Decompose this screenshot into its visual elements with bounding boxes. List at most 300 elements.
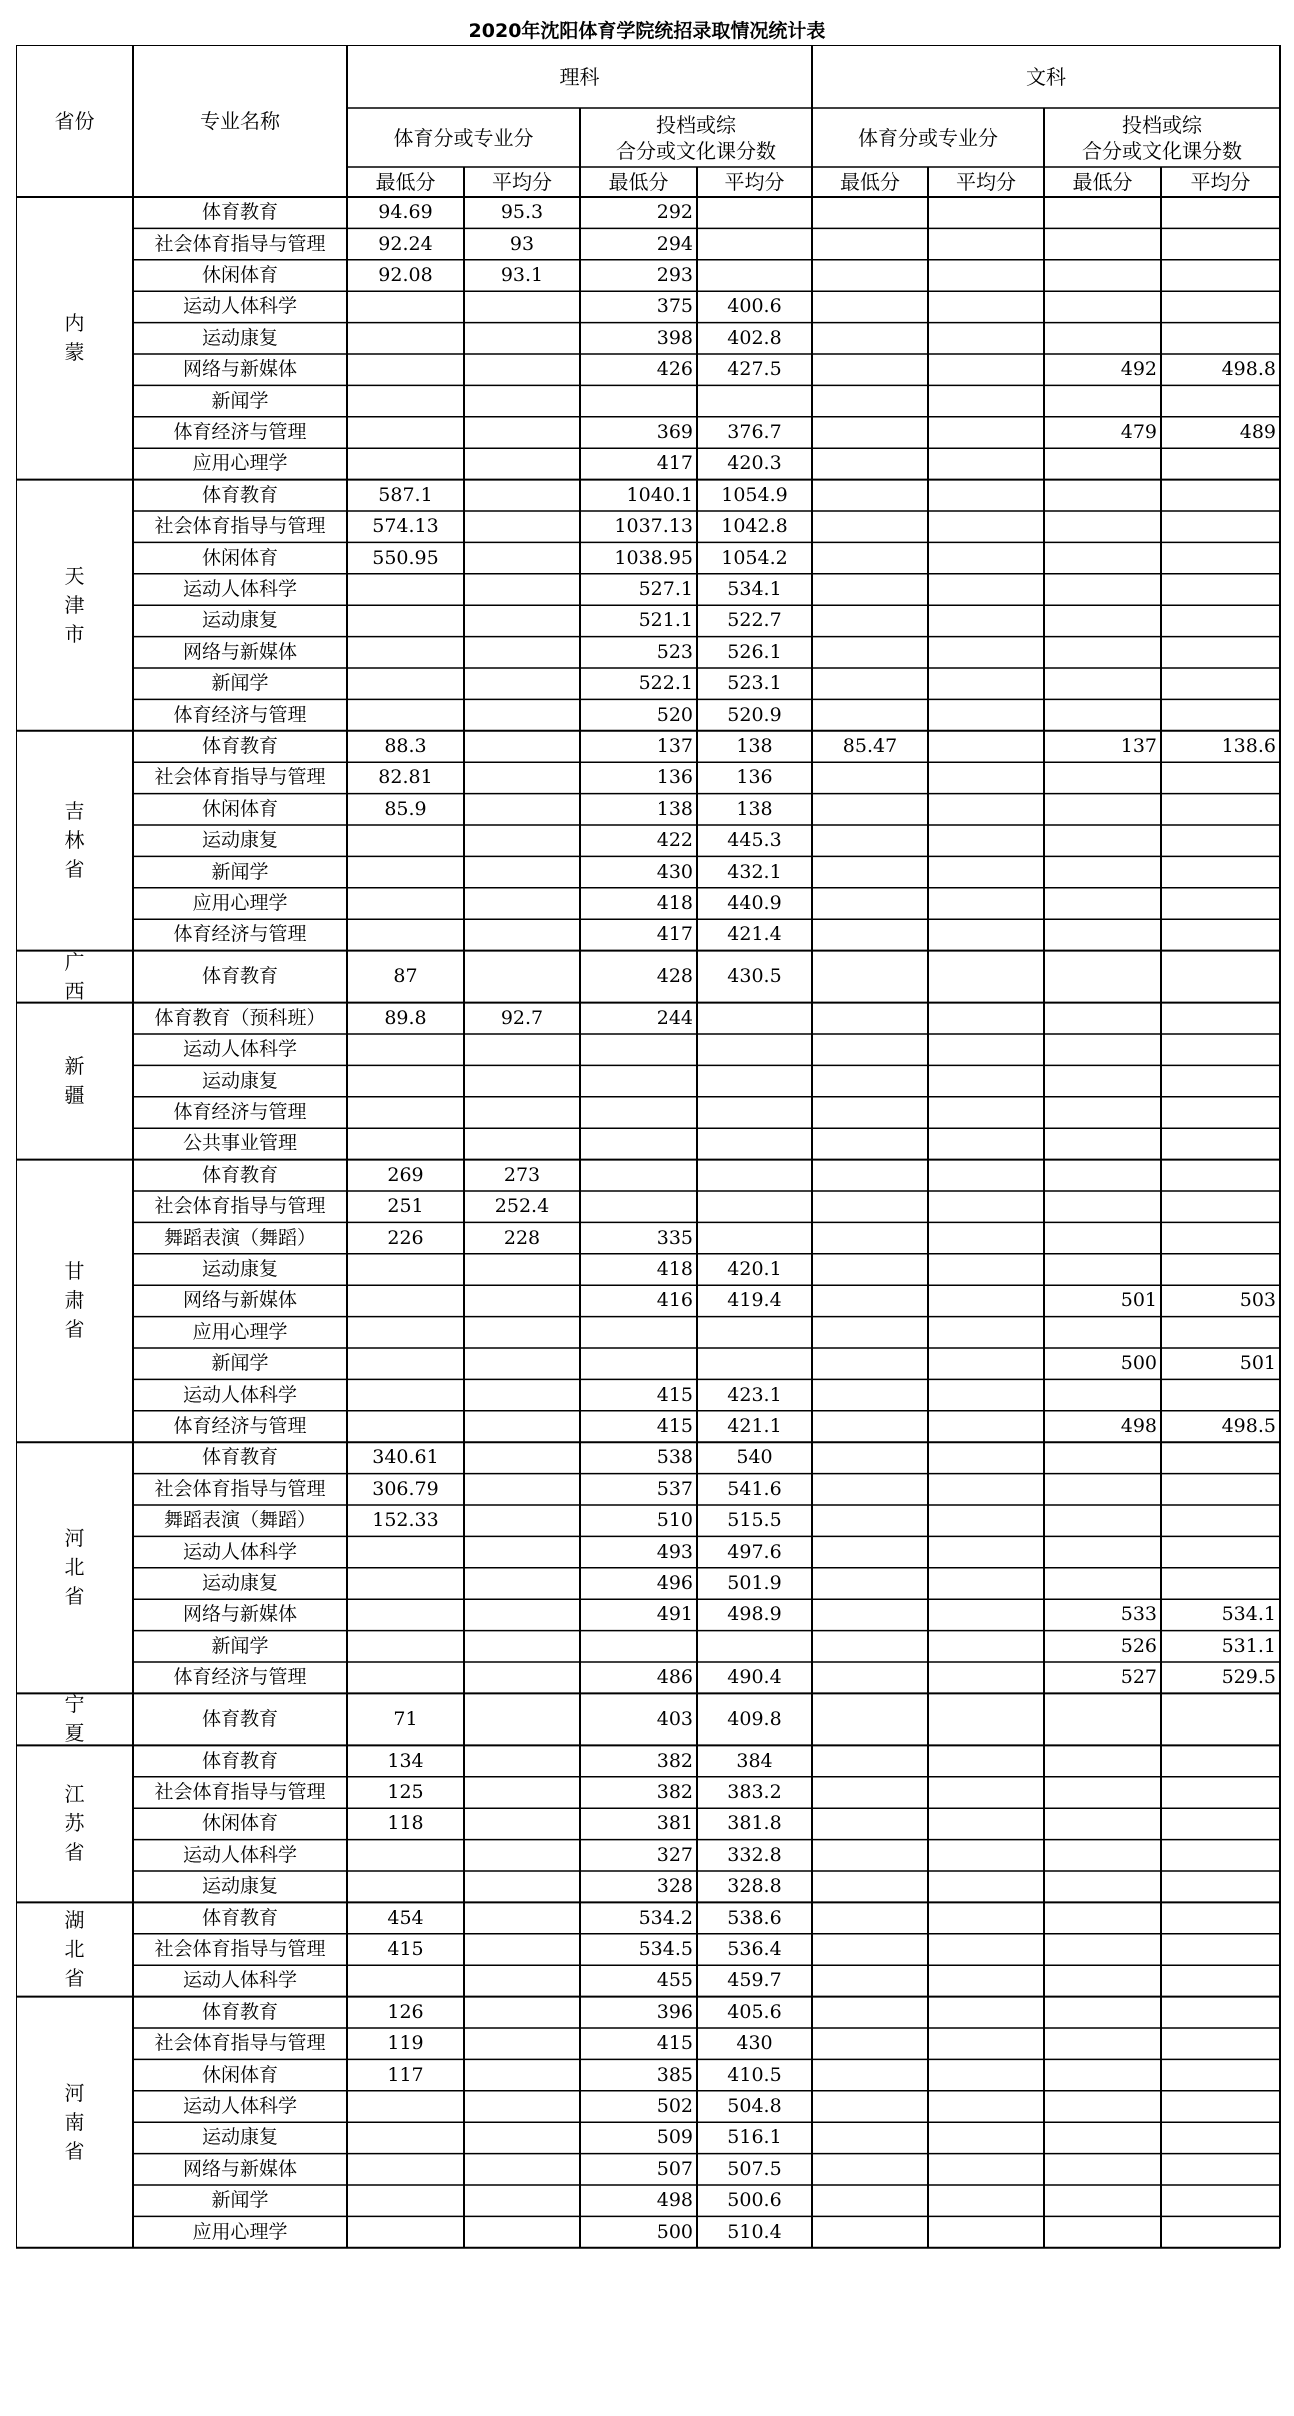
score-cell xyxy=(697,1191,812,1222)
score-cell: 269 xyxy=(387,1163,424,1186)
score-cell xyxy=(464,1411,580,1442)
score-cell xyxy=(1161,323,1280,354)
score-cell: 574.13 xyxy=(372,515,439,538)
major-name-cell: 应用心理学 xyxy=(192,891,288,914)
score-cell xyxy=(1161,2028,1280,2059)
score-cell xyxy=(347,1411,464,1442)
header-science-sport-min: 最低分 xyxy=(375,170,436,194)
score-cell: 531.1 xyxy=(1221,1634,1276,1657)
score-cell xyxy=(812,2059,928,2090)
score-cell: 459.7 xyxy=(727,1969,782,1992)
score-cell xyxy=(347,2154,464,2185)
score-cell: 534.2 xyxy=(638,1906,693,1929)
score-cell xyxy=(464,1474,580,1505)
score-cell xyxy=(812,951,928,1003)
score-cell xyxy=(464,1034,580,1065)
score-cell xyxy=(1044,1536,1161,1567)
header-arts-sport-score: 体育分或专业分 xyxy=(858,125,998,150)
score-cell: 540 xyxy=(736,1446,773,1469)
score-cell xyxy=(697,1097,812,1128)
score-cell: 420.1 xyxy=(727,1257,782,1280)
score-cell: 538.6 xyxy=(727,1906,782,1929)
score-cell xyxy=(812,542,928,573)
major-name-cell: 舞蹈表演（舞蹈） xyxy=(163,1509,316,1532)
province-char: 夏 xyxy=(64,1721,85,1746)
major-name-cell: 运动人体科学 xyxy=(182,577,297,600)
province-char: 河 xyxy=(64,1526,85,1551)
score-cell xyxy=(1044,260,1161,291)
score-cell xyxy=(580,1317,697,1348)
score-cell xyxy=(464,1317,580,1348)
score-cell xyxy=(928,1097,1044,1128)
major-name-cell: 体育教育 xyxy=(201,1446,278,1469)
score-cell xyxy=(464,2185,580,2216)
score-cell xyxy=(580,1034,697,1065)
score-cell xyxy=(928,2154,1044,2185)
province-char: 宁 xyxy=(64,1692,85,1717)
major-name-cell: 运动人体科学 xyxy=(182,2094,297,2117)
score-cell: 82.81 xyxy=(378,766,433,789)
score-cell xyxy=(464,2154,580,2185)
score-cell xyxy=(1044,1474,1161,1505)
score-cell: 292 xyxy=(656,201,693,224)
score-cell: 507 xyxy=(656,2157,693,2180)
major-name-cell: 社会体育指导与管理 xyxy=(154,515,326,538)
score-cell: 294 xyxy=(656,232,693,255)
score-cell: 415 xyxy=(656,1414,693,1437)
major-name-cell: 网络与新媒体 xyxy=(182,1603,297,1626)
score-cell xyxy=(812,1871,928,1902)
score-cell xyxy=(1044,856,1161,887)
score-cell: 87 xyxy=(393,965,418,988)
score-cell: 534.5 xyxy=(638,1937,693,1960)
header-culture-line2: 合分或文化课分数 xyxy=(616,138,776,163)
score-cell: 523.1 xyxy=(727,672,782,695)
score-cell: 376.7 xyxy=(727,420,782,443)
score-cell xyxy=(1044,574,1161,605)
score-cell xyxy=(464,1097,580,1128)
score-cell xyxy=(812,2185,928,2216)
score-cell: 332.8 xyxy=(727,1843,782,1866)
score-cell xyxy=(1161,2154,1280,2185)
score-cell xyxy=(928,1997,1044,2028)
score-cell: 228 xyxy=(503,1226,541,1249)
major-name-cell: 社会体育指导与管理 xyxy=(154,232,326,255)
major-name-cell: 运动康复 xyxy=(201,829,278,852)
major-name-cell: 网络与新媒体 xyxy=(182,358,297,381)
province-cell xyxy=(16,1902,133,1996)
province-char: 蒙 xyxy=(64,340,85,365)
score-cell: 403 xyxy=(656,1707,693,1730)
score-cell xyxy=(812,417,928,448)
score-cell xyxy=(1161,1317,1280,1348)
score-cell xyxy=(1161,1934,1280,1965)
province-char: 津 xyxy=(64,592,85,617)
score-cell xyxy=(347,354,464,385)
score-cell: 426 xyxy=(656,358,693,381)
score-cell xyxy=(928,1285,1044,1316)
province-char: 新 xyxy=(64,1054,85,1079)
header-arts-sport-min: 最低分 xyxy=(840,170,900,194)
score-cell: 119 xyxy=(387,2032,424,2055)
score-cell: 498 xyxy=(656,2189,693,2212)
score-cell xyxy=(1161,1097,1280,1128)
score-cell xyxy=(464,668,580,699)
score-cell xyxy=(580,1191,697,1222)
score-cell xyxy=(928,354,1044,385)
score-cell xyxy=(812,2091,928,2122)
major-name-cell: 运动康复 xyxy=(201,1257,278,1280)
score-cell xyxy=(812,794,928,825)
score-cell xyxy=(464,1934,580,1965)
admission-table xyxy=(16,45,1290,2260)
score-cell xyxy=(347,1317,464,1348)
score-cell xyxy=(1161,1902,1280,1933)
score-cell xyxy=(1161,1871,1280,1902)
score-cell xyxy=(347,2091,464,2122)
score-cell xyxy=(812,1840,928,1871)
score-cell xyxy=(580,1128,697,1159)
score-cell xyxy=(1161,1474,1280,1505)
score-cell xyxy=(1044,542,1161,573)
score-cell xyxy=(812,1034,928,1065)
score-cell: 430 xyxy=(736,2032,773,2055)
province-cell xyxy=(16,1442,133,1693)
score-cell: 383.2 xyxy=(727,1780,782,1803)
score-cell xyxy=(464,919,580,950)
major-name-cell: 体育教育 xyxy=(201,1163,278,1186)
score-cell xyxy=(812,2154,928,2185)
score-cell xyxy=(1044,1934,1161,1965)
major-name-cell: 运动人体科学 xyxy=(182,1383,297,1406)
score-cell xyxy=(347,1840,464,1871)
score-cell xyxy=(928,1191,1044,1222)
score-cell: 137 xyxy=(656,734,693,757)
province-cell xyxy=(16,1997,133,2248)
score-cell xyxy=(1044,323,1161,354)
score-cell xyxy=(1161,1191,1280,1222)
score-cell xyxy=(1044,448,1161,479)
score-cell xyxy=(1044,1997,1161,2028)
score-cell xyxy=(464,605,580,636)
major-name-cell: 体育教育 xyxy=(201,483,278,506)
score-cell xyxy=(347,637,464,668)
score-cell xyxy=(928,480,1044,511)
score-cell xyxy=(812,574,928,605)
major-name-cell: 体育经济与管理 xyxy=(173,703,307,726)
header-science-culture-min: 最低分 xyxy=(608,170,669,194)
score-cell xyxy=(347,699,464,730)
score-cell xyxy=(928,1840,1044,1871)
score-cell xyxy=(1161,794,1280,825)
province-char: 省 xyxy=(64,1840,85,1865)
score-cell: 498.5 xyxy=(1221,1414,1276,1437)
header-culture-line1: 投档或综 xyxy=(1122,112,1202,137)
score-cell xyxy=(812,919,928,950)
score-cell xyxy=(812,1631,928,1662)
score-cell xyxy=(1044,2185,1161,2216)
score-cell xyxy=(1044,1160,1161,1191)
score-cell xyxy=(347,1662,464,1693)
province-char: 北 xyxy=(64,1936,85,1961)
score-cell: 493 xyxy=(656,1540,693,1563)
header-arts-culture-min: 最低分 xyxy=(1072,170,1133,194)
header-province: 省份 xyxy=(54,109,95,133)
score-cell xyxy=(812,1003,928,1034)
score-cell xyxy=(1044,1505,1161,1536)
score-cell: 381 xyxy=(656,1812,693,1835)
province-cell xyxy=(16,480,133,731)
score-cell xyxy=(928,323,1044,354)
score-cell: 522.7 xyxy=(727,609,782,632)
score-cell xyxy=(1161,1536,1280,1567)
score-cell xyxy=(928,1568,1044,1599)
score-cell xyxy=(1161,1777,1280,1808)
score-cell xyxy=(928,542,1044,573)
score-cell xyxy=(464,1128,580,1159)
score-cell xyxy=(812,1568,928,1599)
score-cell xyxy=(464,1568,580,1599)
score-cell xyxy=(1044,637,1161,668)
score-cell xyxy=(1161,637,1280,668)
score-cell: 244 xyxy=(656,1006,693,1029)
score-cell xyxy=(697,1631,812,1662)
score-cell xyxy=(1044,1128,1161,1159)
score-cell xyxy=(1044,1065,1161,1096)
score-cell: 479 xyxy=(1120,420,1157,443)
score-cell: 491 xyxy=(656,1603,693,1626)
province-char: 省 xyxy=(64,1584,85,1609)
score-cell xyxy=(1044,919,1161,950)
score-cell xyxy=(347,574,464,605)
major-name-cell: 体育经济与管理 xyxy=(173,1100,307,1123)
score-cell xyxy=(928,448,1044,479)
score-cell xyxy=(1161,542,1280,573)
score-cell xyxy=(1044,1003,1161,1034)
score-cell xyxy=(464,511,580,542)
score-cell xyxy=(928,731,1044,762)
score-cell: 534.1 xyxy=(727,577,782,600)
score-cell xyxy=(1161,511,1280,542)
score-cell: 138 xyxy=(656,797,693,820)
score-cell: 117 xyxy=(387,2063,424,2086)
score-cell xyxy=(697,1222,812,1253)
score-cell xyxy=(464,1379,580,1410)
score-cell xyxy=(928,2122,1044,2153)
score-cell xyxy=(464,448,580,479)
score-cell xyxy=(1161,919,1280,950)
score-cell: 550.95 xyxy=(372,546,439,569)
score-cell xyxy=(812,1128,928,1159)
score-cell xyxy=(812,1965,928,1996)
score-cell xyxy=(464,2122,580,2153)
header-arts-culture-avg: 平均分 xyxy=(1190,170,1251,194)
score-cell xyxy=(464,856,580,887)
score-cell xyxy=(1161,1379,1280,1410)
score-cell xyxy=(347,1097,464,1128)
major-name-cell: 体育经济与管理 xyxy=(173,1666,307,1689)
score-cell xyxy=(464,1254,580,1285)
score-cell: 510.4 xyxy=(727,2220,782,2243)
page-title: 2020年沈阳体育学院统招录取情况统计表 xyxy=(468,20,826,42)
score-cell xyxy=(812,762,928,793)
major-name-cell: 运动康复 xyxy=(201,1571,278,1594)
score-cell: 410.5 xyxy=(727,2063,782,2086)
score-cell: 88.3 xyxy=(384,734,427,757)
major-name-cell: 网络与新媒体 xyxy=(182,1289,297,1312)
major-name-cell: 体育教育 xyxy=(201,201,278,224)
score-cell xyxy=(812,1160,928,1191)
score-cell xyxy=(812,1505,928,1536)
province-char: 省 xyxy=(64,1965,85,1990)
score-cell xyxy=(928,1411,1044,1442)
score-cell xyxy=(928,1871,1044,1902)
major-name-cell: 运动人体科学 xyxy=(182,1843,297,1866)
province-cell xyxy=(16,1745,133,1902)
score-cell: 534.1 xyxy=(1221,1603,1276,1626)
score-cell: 125 xyxy=(387,1780,424,1803)
score-cell: 501 xyxy=(1120,1289,1157,1312)
score-cell: 428 xyxy=(656,965,693,988)
score-cell: 430.5 xyxy=(727,965,782,988)
province-char: 省 xyxy=(64,857,85,882)
score-cell xyxy=(464,574,580,605)
score-cell: 94.69 xyxy=(378,201,433,224)
score-cell xyxy=(1044,1442,1161,1473)
province-char: 疆 xyxy=(64,1083,85,1108)
score-cell xyxy=(580,1631,697,1662)
score-cell xyxy=(812,888,928,919)
score-cell xyxy=(1161,2091,1280,2122)
score-cell xyxy=(1161,1254,1280,1285)
score-cell xyxy=(1044,794,1161,825)
score-cell: 500 xyxy=(1120,1352,1157,1375)
major-name-cell: 网络与新媒体 xyxy=(182,640,297,663)
score-cell xyxy=(697,1348,812,1379)
score-cell xyxy=(812,2028,928,2059)
score-cell xyxy=(812,668,928,699)
score-cell: 306.79 xyxy=(372,1477,439,1500)
score-cell: 497.6 xyxy=(727,1540,782,1563)
score-cell xyxy=(1044,2028,1161,2059)
score-cell: 526 xyxy=(1120,1634,1157,1657)
score-cell: 527.1 xyxy=(638,577,693,600)
major-name-cell: 休闲体育 xyxy=(201,2063,278,2086)
score-cell xyxy=(928,1934,1044,1965)
score-cell: 510 xyxy=(656,1509,693,1532)
score-cell xyxy=(697,197,812,228)
score-cell: 529.5 xyxy=(1221,1666,1276,1689)
score-cell xyxy=(464,1285,580,1316)
header-arts: 文科 xyxy=(1026,64,1066,89)
score-cell xyxy=(1044,1034,1161,1065)
score-cell xyxy=(347,448,464,479)
score-cell xyxy=(464,385,580,416)
major-name-cell: 社会体育指导与管理 xyxy=(154,1195,326,1218)
score-cell xyxy=(812,1745,928,1776)
score-cell: 541.6 xyxy=(727,1477,782,1500)
score-cell xyxy=(1161,228,1280,259)
province-cell xyxy=(16,1003,133,1160)
major-name-cell: 运动康复 xyxy=(201,2126,278,2149)
score-cell xyxy=(812,1222,928,1253)
score-cell xyxy=(464,1536,580,1567)
score-cell: 1042.8 xyxy=(721,515,788,538)
score-cell xyxy=(928,1536,1044,1567)
major-name-cell: 新闻学 xyxy=(211,1634,269,1657)
score-cell: 340.61 xyxy=(372,1446,439,1469)
score-cell: 1054.2 xyxy=(721,546,788,569)
score-cell xyxy=(1044,1222,1161,1253)
score-cell xyxy=(1161,1997,1280,2028)
score-cell xyxy=(928,1599,1044,1630)
score-cell xyxy=(1161,762,1280,793)
major-name-cell: 休闲体育 xyxy=(201,263,278,286)
major-name-cell: 网络与新媒体 xyxy=(182,2157,297,2180)
score-cell xyxy=(928,1474,1044,1505)
score-cell xyxy=(347,2216,464,2247)
score-cell xyxy=(464,951,580,1003)
score-cell: 85.47 xyxy=(842,734,898,757)
score-cell: 418 xyxy=(656,891,693,914)
score-cell xyxy=(812,1379,928,1410)
header-arts-sport-avg: 平均分 xyxy=(956,170,1016,194)
score-cell: 152.33 xyxy=(372,1509,439,1532)
score-cell xyxy=(464,1997,580,2028)
score-cell: 409.8 xyxy=(727,1707,782,1730)
score-cell xyxy=(812,1662,928,1693)
score-cell xyxy=(464,888,580,919)
score-cell xyxy=(928,1065,1044,1096)
score-cell xyxy=(1044,762,1161,793)
score-cell xyxy=(347,291,464,322)
major-name-cell: 体育教育 xyxy=(201,734,278,757)
score-cell xyxy=(928,1902,1044,1933)
major-name-cell: 新闻学 xyxy=(211,389,269,412)
score-cell xyxy=(1161,385,1280,416)
score-cell: 419.4 xyxy=(727,1289,782,1312)
score-cell xyxy=(812,1285,928,1316)
score-cell xyxy=(1161,1128,1280,1159)
score-cell xyxy=(1161,1003,1280,1034)
score-cell: 137 xyxy=(1120,734,1157,757)
province-char: 省 xyxy=(64,2138,85,2163)
score-cell xyxy=(928,1128,1044,1159)
score-cell xyxy=(928,417,1044,448)
score-cell xyxy=(1161,1505,1280,1536)
score-cell: 138.6 xyxy=(1221,734,1276,757)
score-cell: 527 xyxy=(1120,1666,1157,1689)
score-cell xyxy=(928,825,1044,856)
header-science-sport-avg: 平均分 xyxy=(492,170,552,194)
score-cell xyxy=(580,1160,697,1191)
score-cell xyxy=(928,668,1044,699)
major-name-cell: 公共事业管理 xyxy=(182,1132,297,1155)
score-cell xyxy=(464,2059,580,2090)
score-cell xyxy=(928,1662,1044,1693)
score-cell xyxy=(812,448,928,479)
score-cell xyxy=(347,888,464,919)
score-cell: 587.1 xyxy=(378,483,433,506)
major-name-cell: 新闻学 xyxy=(211,1352,269,1375)
major-name-cell: 体育经济与管理 xyxy=(173,923,307,946)
score-cell: 500.6 xyxy=(727,2189,782,2212)
score-cell xyxy=(464,1777,580,1808)
score-cell: 126 xyxy=(387,2000,424,2023)
score-cell xyxy=(464,825,580,856)
major-name-cell: 新闻学 xyxy=(211,860,269,883)
score-cell xyxy=(812,1411,928,1442)
